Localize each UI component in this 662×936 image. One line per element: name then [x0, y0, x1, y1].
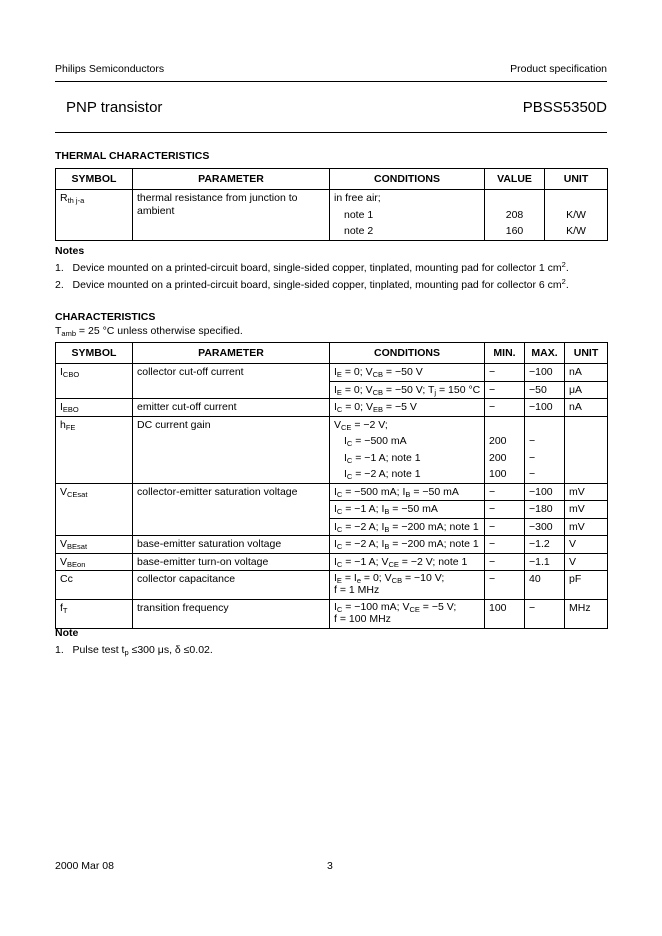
min-cell: −: [485, 399, 525, 417]
col-header: CONDITIONS: [330, 343, 485, 364]
max-cell: −50: [525, 381, 565, 399]
col-header: PARAMETER: [133, 343, 330, 364]
symbol-cell: $I_{CBO}$: [56, 364, 133, 399]
unit-cell: mV: [565, 483, 608, 501]
conditions-cell: $I_E = I_e = 0$; $V_{CB} = -10$ V; f = 1 MHz: [330, 571, 485, 600]
max-cell: −1.1: [525, 553, 565, 571]
table-header-row: [56, 169, 608, 190]
table-header-row: [56, 343, 608, 364]
thermal-table: [55, 168, 608, 241]
symbol-cell: $I_{EBO}$: [56, 399, 133, 417]
note-item: 1. Pulse test $t_p \le 300$ μs, δ ≤0.02.: [55, 644, 213, 657]
conditions-cell: $I_E = 0$; $V_{CB} = -50$ V: [330, 364, 485, 382]
document-type: Product specification: [510, 63, 607, 75]
unit-cell: K/W K/W: [545, 190, 608, 241]
unit-cell: [565, 416, 608, 483]
conditions-cell: $I_C = -1$ A; $I_B = -50$ mA: [330, 501, 485, 519]
parameter-cell: DC current gain: [133, 416, 330, 483]
page-title: PNP transistor: [66, 99, 163, 116]
characteristics-subtitle: $T_{amb} = 25$ °C unless otherwise specified.: [55, 325, 243, 338]
col-header: UNIT: [565, 343, 608, 364]
min-cell: −: [485, 364, 525, 382]
table-row: [56, 399, 608, 417]
page-number: 3: [327, 860, 333, 872]
header-rule: [55, 81, 607, 82]
max-cell: −100: [525, 364, 565, 382]
unit-cell: nA: [565, 364, 608, 382]
unit-cell: MHz: [565, 600, 608, 629]
parameter-cell: transition frequency: [133, 600, 330, 629]
table-row: [56, 416, 608, 483]
min-cell: −: [485, 483, 525, 501]
symbol-cell: Cc: [56, 571, 133, 600]
parameter-cell: thermal resistance from junction to ambient: [133, 190, 330, 241]
table-row: [56, 483, 608, 501]
table-row: [56, 364, 608, 382]
max-cell: 40: [525, 571, 565, 600]
parameter-cell: collector-emitter saturation voltage: [133, 483, 330, 536]
unit-cell: mV: [565, 501, 608, 519]
conditions-cell: $I_C = 0$; $V_{EB} = -5$ V: [330, 399, 485, 417]
parameter-cell: collector cut-off current: [133, 364, 330, 399]
conditions-cell: $V_{CE} = -2$ V; $I_C = -500$ mA $I_C = -1$ A; note 1 $I_C = -2$ A; note 1: [330, 416, 485, 483]
max-cell: −100: [525, 399, 565, 417]
max-cell: −1.2: [525, 536, 565, 554]
table-row: [56, 190, 608, 241]
conditions-cell: in free air; note 1 note 2: [330, 190, 485, 241]
min-cell: −: [485, 518, 525, 536]
table-row: [56, 536, 608, 554]
note-heading: Note: [55, 627, 79, 639]
unit-cell: mV: [565, 518, 608, 536]
col-header: MAX.: [525, 343, 565, 364]
symbol-cell: $R_{th j-a}$: [56, 190, 133, 241]
part-number: PBSS5350D: [522, 99, 607, 116]
thermal-heading: THERMAL CHARACTERISTICS: [55, 150, 210, 162]
unit-cell: pF: [565, 571, 608, 600]
characteristics-heading: CHARACTERISTICS: [55, 311, 156, 323]
col-header: MIN.: [485, 343, 525, 364]
col-header: PARAMETER: [133, 169, 330, 190]
max-cell: −: [525, 600, 565, 629]
unit-cell: μA: [565, 381, 608, 399]
min-cell: −: [485, 536, 525, 554]
symbol-cell: $V_{CEsat}$: [56, 483, 133, 536]
col-header: SYMBOL: [56, 343, 133, 364]
table-row: [56, 600, 608, 629]
min-cell: −: [485, 571, 525, 600]
parameter-cell: base-emitter saturation voltage: [133, 536, 330, 554]
parameter-cell: base-emitter turn-on voltage: [133, 553, 330, 571]
conditions-cell: $I_C = -500$ mA; $I_B = -50$ mA: [330, 483, 485, 501]
conditions-cell: $I_C = -100$ mA; $V_{CE} = -5$ V; f = 100 MHz: [330, 600, 485, 629]
note-item: 1. Device mounted on a printed-circuit board, single-sided copper, tinplated, mounting pad for collector 1 $cm^2$.: [55, 260, 569, 274]
conditions-cell: $I_C = -2$ A; $I_B = -200$ mA; note 1: [330, 518, 485, 536]
company-name: Philips Semiconductors: [55, 63, 165, 75]
symbol-cell: $V_{BEsat}$: [56, 536, 133, 554]
conditions-cell: $I_C = -2$ A; $I_B = -200$ mA; note 1: [330, 536, 485, 554]
symbol-cell: $f_T$: [56, 600, 133, 629]
min-cell: −: [485, 501, 525, 519]
col-header: CONDITIONS: [330, 169, 485, 190]
col-header: VALUE: [485, 169, 545, 190]
min-cell: −: [485, 553, 525, 571]
max-cell: − − −: [525, 416, 565, 483]
unit-cell: nA: [565, 399, 608, 417]
min-cell: 100: [485, 600, 525, 629]
conditions-cell: $I_C = -1$ A; $V_{CE} = -2$ V; note 1: [330, 553, 485, 571]
note-item: 2. Device mounted on a printed-circuit board, single-sided copper, tinplated, mounting pad for collector 6 $cm^2$.: [55, 277, 569, 291]
title-rule: [55, 132, 607, 133]
min-cell: 200 200 100: [485, 416, 525, 483]
unit-cell: V: [565, 536, 608, 554]
max-cell: −100: [525, 483, 565, 501]
symbol-cell: $h_{FE}$: [56, 416, 133, 483]
min-cell: −: [485, 381, 525, 399]
parameter-cell: collector capacitance: [133, 571, 330, 600]
max-cell: −300: [525, 518, 565, 536]
symbol-cell: $V_{BEon}$: [56, 553, 133, 571]
max-cell: −180: [525, 501, 565, 519]
characteristics-table: [55, 342, 608, 629]
footer-date: 2000 Mar 08: [55, 860, 114, 872]
table-row: [56, 571, 608, 600]
col-header: SYMBOL: [56, 169, 133, 190]
value-cell: 208 160: [485, 190, 545, 241]
notes-heading: Notes: [55, 245, 85, 257]
unit-cell: V: [565, 553, 608, 571]
table-row: [56, 553, 608, 571]
conditions-cell: $I_E = 0$; $V_{CB} = -50$ V; $T_j = 150$ °C: [330, 381, 485, 399]
col-header: UNIT: [545, 169, 608, 190]
parameter-cell: emitter cut-off current: [133, 399, 330, 417]
